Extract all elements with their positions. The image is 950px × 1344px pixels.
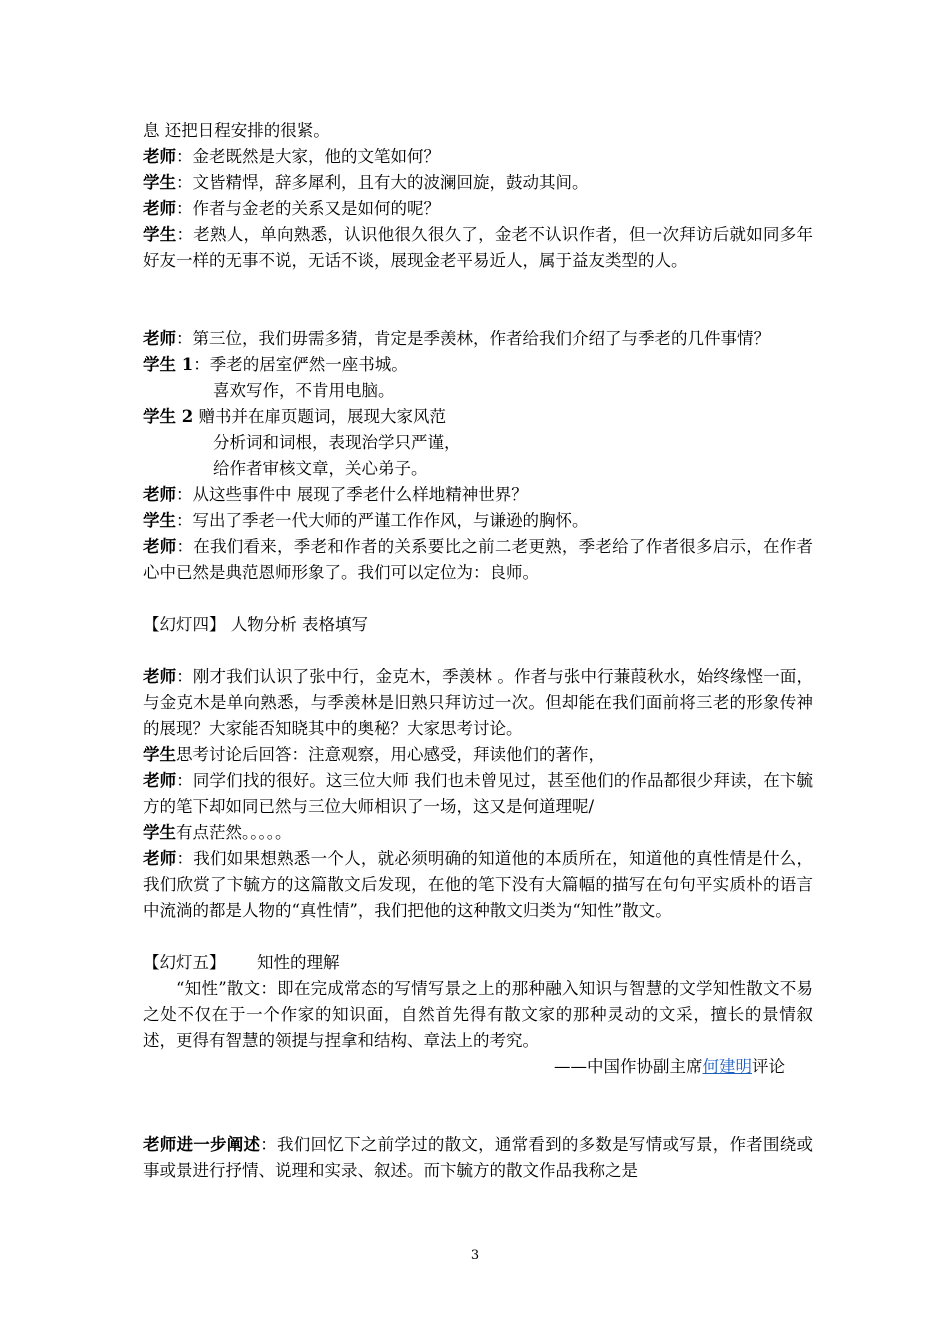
quote-attribution xyxy=(143,1054,813,1080)
dialogue-line xyxy=(143,1132,813,1184)
speaker-label: 老师 xyxy=(143,771,177,790)
speaker-label: 学生 xyxy=(143,823,176,842)
speaker-label: 老师 xyxy=(143,199,176,218)
dialogue-line xyxy=(143,742,813,768)
slide-heading: 【幻灯四】 人物分析 表格填写 xyxy=(143,615,368,634)
speaker-label: 学生 xyxy=(143,511,176,530)
spacer xyxy=(143,586,813,612)
dialogue-line xyxy=(143,170,813,196)
page-number: 3 xyxy=(470,1248,480,1263)
line-text: ：季老的居室俨然一座书城。 xyxy=(193,355,408,374)
line-text: ：老熟人，单向熟悉，认识他很久很久了，金老不认识作者，但一次拜访后就如同多年好友一样的无事不说，无话不谈，展现金老平易近人，属于益友类型的人。 xyxy=(143,225,814,270)
speaker-label: 学生 xyxy=(143,225,177,244)
dialogue-line xyxy=(143,508,813,534)
dialogue-line xyxy=(143,196,813,222)
speaker-label: 老师 xyxy=(143,485,176,504)
spacer xyxy=(143,274,813,326)
attribution-suffix: 评论 xyxy=(752,1057,785,1076)
speaker-label: 学生 1 xyxy=(143,355,194,374)
line-text: ：同学们找的很好。这三位大师 我们也未曾见过，甚至他们的作品都很少拜读，在卞毓方的笔下却如同已然与三位大师相识了一场，这又是何道理呢/ xyxy=(143,771,814,816)
dialogue-line xyxy=(143,768,813,820)
line-text: ：从这些事件中 展现了季老什么样地精神世界？ xyxy=(176,485,528,504)
dialogue-line xyxy=(143,534,813,586)
dialogue-line xyxy=(143,222,813,274)
line-text: ：我们如果想熟悉一个人，就必须明确的知道他的本质所在，知道他的真性情是什么，我们欣赏了卞毓方的这篇散文后发现，在他的笔下没有大篇幅的描写在句句平实质朴的语言中流淌的都是人物的“真性情”，我们把他的这种散文归类为“知性”散文。 xyxy=(143,849,814,920)
speaker-label: 老师 xyxy=(143,667,177,686)
attribution-prefix: ——中国作协副主席 xyxy=(554,1057,703,1076)
dialogue-line xyxy=(143,664,813,742)
line-text: ：在我们看来，季老和作者的关系要比之前二老更熟，季老给了作者很多启示，在作者心中已然是典范恩师形象了。我们可以定位为：良师。 xyxy=(143,537,814,582)
indented-line: 分析词和词根，表现治学只严谨， xyxy=(213,433,461,452)
line-text: ：我们回忆下之前学过的散文，通常看到的多数是写情或写景，作者围绕或事或景进行抒情、说理和实录、叙述。而卞毓方的散文作品我称之是 xyxy=(143,1135,814,1180)
indented-line: 喜欢写作，不肯用电脑。 xyxy=(213,381,395,400)
spacer xyxy=(143,638,813,664)
dialogue-line xyxy=(143,482,813,508)
line-text: 有点茫然。。。。。 xyxy=(176,823,292,842)
line-text: ：作者与金老的关系又是如何的呢？ xyxy=(176,199,440,218)
speaker-label: 学生 xyxy=(143,173,176,192)
paragraph: 息 还把日程安排的很紧。 xyxy=(143,121,330,140)
speaker-label: 老师 xyxy=(143,147,176,166)
speaker-label: 老师 xyxy=(143,329,176,348)
speaker-label: 老师进一步阐述 xyxy=(143,1135,261,1154)
indented-line: 给作者审核文章，关心弟子。 xyxy=(213,459,428,478)
line-text: ：文皆精悍，辞多犀利，且有大的波澜回旋，鼓动其间。 xyxy=(176,173,589,192)
speaker-label: 老师 xyxy=(143,849,177,868)
document-body xyxy=(143,118,813,1184)
dialogue-line xyxy=(143,144,813,170)
dialogue-line xyxy=(143,352,813,378)
dialogue-line xyxy=(143,326,813,352)
dialogue-line xyxy=(143,846,813,924)
line-text: ：金老既然是大家，他的文笔如何？ xyxy=(176,147,440,166)
dialogue-line xyxy=(143,404,813,430)
speaker-label: 学生 xyxy=(143,745,176,764)
line-text: 赠书并在扉页题词，展现大家风范 xyxy=(193,407,446,426)
speaker-label: 学生 2 xyxy=(143,407,194,426)
line-text: 思考讨论后回答：注意观察，用心感受，拜读他们的著作， xyxy=(176,745,605,764)
quote-paragraph: “知性”散文：即在完成常态的写情写景之上的那种融入知识与智慧的文学知性散文不易之处不仅在于一个作家的知识面，自然首先得有散文家的那种灵动的文采，擅长的景情叙述，更得有智慧的领提与捏拿和结构、章法上的考究。 xyxy=(143,979,813,1050)
slide-heading: 【幻灯五】 知性的理解 xyxy=(143,953,340,972)
author-link[interactable]: 何建明 xyxy=(702,1057,752,1076)
speaker-label: 老师 xyxy=(143,537,177,556)
spacer xyxy=(143,1080,813,1132)
line-text: ：写出了季老一代大师的严谨工作作风，与谦逊的胸怀。 xyxy=(176,511,589,530)
dialogue-line xyxy=(143,820,813,846)
spacer xyxy=(143,924,813,950)
line-text: ：第三位，我们毋需多猜，肯定是季羡林，作者给我们介绍了与季老的几件事情？ xyxy=(176,329,770,348)
line-text: ：刚才我们认识了张中行，金克木，季羡林 。作者与张中行蒹葭秋水，始终缘悭一面，与金克木是单向熟悉，与季羡林是旧熟只拜访过一次。但却能在我们面前将三老的形象传神的展现？大家能否知晓其中的奥秘？大家思考讨论。 xyxy=(143,667,814,738)
